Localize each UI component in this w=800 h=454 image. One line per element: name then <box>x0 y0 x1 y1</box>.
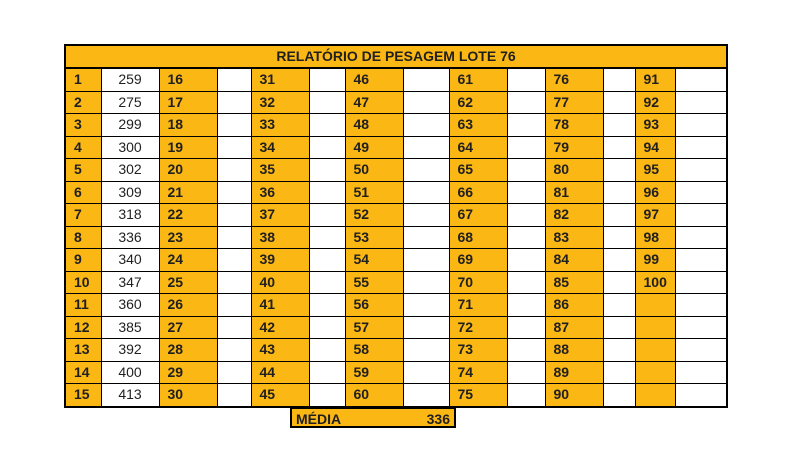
weighing-report-table <box>64 44 728 408</box>
lot-number-cell: 100 <box>635 271 675 294</box>
weight-value-cell[interactable] <box>403 271 449 294</box>
weight-value-cell[interactable] <box>309 361 345 384</box>
lot-number-cell: 71 <box>449 294 507 317</box>
weight-value-cell[interactable] <box>603 68 635 91</box>
weight-value-cell[interactable]: 318 <box>101 204 159 227</box>
weight-value-cell[interactable] <box>507 316 545 339</box>
lot-number-cell: 59 <box>345 361 403 384</box>
weight-value-cell[interactable] <box>507 204 545 227</box>
lot-number-cell: 55 <box>345 271 403 294</box>
average-box <box>290 407 456 428</box>
lot-number-cell: 36 <box>251 181 309 204</box>
lot-number-cell: 2 <box>65 91 101 114</box>
lot-number-cell: 22 <box>159 204 217 227</box>
weight-value-cell[interactable] <box>675 68 727 91</box>
weight-value-cell[interactable] <box>603 361 635 384</box>
weight-value-cell[interactable] <box>309 68 345 91</box>
empty-number-cell <box>635 294 675 317</box>
lot-number-cell: 17 <box>159 91 217 114</box>
weight-value-cell[interactable]: 340 <box>101 249 159 272</box>
weight-value-cell[interactable] <box>309 339 345 362</box>
table-row <box>65 316 727 339</box>
lot-number-cell: 65 <box>449 159 507 182</box>
weight-value-cell[interactable] <box>309 316 345 339</box>
lot-number-cell: 66 <box>449 181 507 204</box>
lot-number-cell: 27 <box>159 316 217 339</box>
lot-number-cell: 51 <box>345 181 403 204</box>
weight-value-cell[interactable] <box>603 136 635 159</box>
weight-value-cell[interactable] <box>675 384 727 407</box>
weight-value-cell[interactable] <box>603 91 635 114</box>
weight-value-cell[interactable] <box>603 114 635 137</box>
weight-value-cell[interactable] <box>403 181 449 204</box>
lot-number-cell: 16 <box>159 68 217 91</box>
lot-number-cell: 58 <box>345 339 403 362</box>
table-row <box>65 136 727 159</box>
lot-number-cell: 77 <box>545 91 603 114</box>
weight-value-cell[interactable] <box>217 136 251 159</box>
weight-value-cell[interactable] <box>309 271 345 294</box>
empty-number-cell <box>635 316 675 339</box>
weight-value-cell[interactable] <box>675 114 727 137</box>
weight-value-cell[interactable] <box>403 384 449 407</box>
weight-value-cell[interactable] <box>403 159 449 182</box>
table-row <box>65 249 727 272</box>
table-row <box>65 91 727 114</box>
lot-number-cell: 91 <box>635 68 675 91</box>
lot-number-cell: 76 <box>545 68 603 91</box>
lot-number-cell: 79 <box>545 136 603 159</box>
weight-value-cell[interactable]: 400 <box>101 361 159 384</box>
weight-value-cell[interactable] <box>507 361 545 384</box>
lot-number-cell: 87 <box>545 316 603 339</box>
weight-value-cell[interactable] <box>309 181 345 204</box>
lot-number-cell: 20 <box>159 159 217 182</box>
lot-number-cell: 83 <box>545 226 603 249</box>
weight-value-cell[interactable] <box>403 361 449 384</box>
weight-value-cell[interactable] <box>403 226 449 249</box>
lot-number-cell: 60 <box>345 384 403 407</box>
weight-value-cell[interactable] <box>403 249 449 272</box>
weight-value-cell[interactable] <box>603 294 635 317</box>
weight-value-cell[interactable] <box>403 68 449 91</box>
lot-number-cell: 11 <box>65 294 101 317</box>
table-row <box>65 114 727 137</box>
lot-number-cell: 44 <box>251 361 309 384</box>
lot-number-cell: 5 <box>65 159 101 182</box>
lot-number-cell: 37 <box>251 204 309 227</box>
weight-value-cell[interactable] <box>309 91 345 114</box>
weight-value-cell[interactable]: 275 <box>101 91 159 114</box>
lot-number-cell: 86 <box>545 294 603 317</box>
lot-number-cell: 98 <box>635 226 675 249</box>
weight-value-cell[interactable] <box>507 159 545 182</box>
lot-number-cell: 32 <box>251 91 309 114</box>
lot-number-cell: 80 <box>545 159 603 182</box>
weight-value-cell[interactable] <box>675 271 727 294</box>
table-row <box>65 159 727 182</box>
weight-value-cell[interactable] <box>675 226 727 249</box>
lot-number-cell: 38 <box>251 226 309 249</box>
lot-number-cell: 61 <box>449 68 507 91</box>
weight-value-cell[interactable] <box>217 384 251 407</box>
weight-value-cell[interactable] <box>309 136 345 159</box>
empty-number-cell <box>635 339 675 362</box>
weight-value-cell[interactable] <box>217 271 251 294</box>
lot-number-cell: 30 <box>159 384 217 407</box>
lot-number-cell: 81 <box>545 181 603 204</box>
lot-number-cell: 62 <box>449 91 507 114</box>
weight-value-cell[interactable] <box>675 204 727 227</box>
weight-value-cell[interactable] <box>507 226 545 249</box>
lot-number-cell: 94 <box>635 136 675 159</box>
weight-value-cell[interactable] <box>217 91 251 114</box>
weight-value-cell[interactable] <box>309 204 345 227</box>
weight-value-cell[interactable] <box>603 249 635 272</box>
weight-value-cell[interactable]: 309 <box>101 181 159 204</box>
lot-number-cell: 95 <box>635 159 675 182</box>
weight-value-cell[interactable] <box>507 249 545 272</box>
table-row <box>65 384 727 407</box>
lot-number-cell: 18 <box>159 114 217 137</box>
lot-number-cell: 23 <box>159 226 217 249</box>
lot-number-cell: 93 <box>635 114 675 137</box>
lot-number-cell: 69 <box>449 249 507 272</box>
weighing-report-table-container <box>64 44 728 408</box>
weight-value-cell[interactable] <box>309 294 345 317</box>
lot-number-cell: 96 <box>635 181 675 204</box>
weight-value-cell[interactable] <box>403 136 449 159</box>
weight-value-cell[interactable] <box>675 91 727 114</box>
weight-value-cell[interactable] <box>403 294 449 317</box>
weight-value-cell[interactable] <box>675 294 727 317</box>
lot-number-cell: 56 <box>345 294 403 317</box>
weight-value-cell[interactable] <box>675 136 727 159</box>
weight-value-cell[interactable] <box>675 361 727 384</box>
lot-number-cell: 82 <box>545 204 603 227</box>
lot-number-cell: 15 <box>65 384 101 407</box>
weight-value-cell[interactable] <box>217 204 251 227</box>
weight-value-cell[interactable] <box>675 181 727 204</box>
weight-value-cell[interactable] <box>507 136 545 159</box>
lot-number-cell: 28 <box>159 339 217 362</box>
lot-number-cell: 89 <box>545 361 603 384</box>
lot-number-cell: 97 <box>635 204 675 227</box>
weight-value-cell[interactable] <box>217 114 251 137</box>
table-row <box>65 204 727 227</box>
weight-value-cell[interactable] <box>403 339 449 362</box>
weight-value-cell[interactable] <box>675 159 727 182</box>
lot-number-cell: 52 <box>345 204 403 227</box>
weight-value-cell[interactable] <box>603 339 635 362</box>
lot-number-cell: 29 <box>159 361 217 384</box>
lot-number-cell: 47 <box>345 91 403 114</box>
lot-number-cell: 63 <box>449 114 507 137</box>
weight-value-cell[interactable] <box>403 316 449 339</box>
weight-value-cell[interactable] <box>507 68 545 91</box>
table-row <box>65 68 727 91</box>
lot-number-cell: 6 <box>65 181 101 204</box>
weight-value-cell[interactable] <box>603 226 635 249</box>
weight-value-cell[interactable]: 413 <box>101 384 159 407</box>
lot-number-cell: 72 <box>449 316 507 339</box>
weight-value-cell[interactable] <box>217 361 251 384</box>
empty-number-cell <box>635 384 675 407</box>
lot-number-cell: 78 <box>545 114 603 137</box>
weight-value-cell[interactable] <box>217 68 251 91</box>
table-row <box>65 271 727 294</box>
weight-value-cell[interactable] <box>507 294 545 317</box>
weight-value-cell[interactable] <box>217 226 251 249</box>
lot-number-cell: 4 <box>65 136 101 159</box>
lot-number-cell: 3 <box>65 114 101 137</box>
weight-value-cell[interactable]: 300 <box>101 136 159 159</box>
lot-number-cell: 42 <box>251 316 309 339</box>
weight-value-cell[interactable] <box>507 114 545 137</box>
weight-value-cell[interactable]: 392 <box>101 339 159 362</box>
weight-value-cell[interactable] <box>217 181 251 204</box>
weight-value-cell[interactable] <box>217 339 251 362</box>
weight-value-cell[interactable] <box>603 181 635 204</box>
lot-number-cell: 73 <box>449 339 507 362</box>
weight-value-cell[interactable] <box>507 271 545 294</box>
weight-value-cell[interactable]: 336 <box>101 226 159 249</box>
lot-number-cell: 13 <box>65 339 101 362</box>
lot-number-cell: 88 <box>545 339 603 362</box>
weight-value-cell[interactable] <box>403 204 449 227</box>
lot-number-cell: 49 <box>345 136 403 159</box>
lot-number-cell: 70 <box>449 271 507 294</box>
weight-value-cell[interactable]: 360 <box>101 294 159 317</box>
average-label: MÉDIA <box>296 411 342 427</box>
lot-number-cell: 12 <box>65 316 101 339</box>
table-row <box>65 294 727 317</box>
lot-number-cell: 46 <box>345 68 403 91</box>
weight-value-cell[interactable] <box>603 316 635 339</box>
lot-number-cell: 40 <box>251 271 309 294</box>
weight-value-cell[interactable] <box>403 91 449 114</box>
lot-number-cell: 33 <box>251 114 309 137</box>
weight-value-cell[interactable]: 259 <box>101 68 159 91</box>
lot-number-cell: 90 <box>545 384 603 407</box>
average-value: 336 <box>426 411 450 427</box>
weight-value-cell[interactable] <box>675 316 727 339</box>
weight-value-cell[interactable]: 299 <box>101 114 159 137</box>
table-row <box>65 181 727 204</box>
lot-number-cell: 26 <box>159 294 217 317</box>
lot-number-cell: 99 <box>635 249 675 272</box>
lot-number-cell: 19 <box>159 136 217 159</box>
weight-value-cell[interactable] <box>217 294 251 317</box>
lot-number-cell: 8 <box>65 226 101 249</box>
lot-number-cell: 64 <box>449 136 507 159</box>
lot-number-cell: 67 <box>449 204 507 227</box>
weight-value-cell[interactable] <box>507 339 545 362</box>
weight-value-cell[interactable] <box>603 159 635 182</box>
lot-number-cell: 53 <box>345 226 403 249</box>
lot-number-cell: 39 <box>251 249 309 272</box>
weight-value-cell[interactable]: 302 <box>101 159 159 182</box>
lot-number-cell: 50 <box>345 159 403 182</box>
lot-number-cell: 85 <box>545 271 603 294</box>
lot-number-cell: 35 <box>251 159 309 182</box>
weight-value-cell[interactable] <box>309 159 345 182</box>
weight-value-cell[interactable] <box>309 249 345 272</box>
lot-number-cell: 54 <box>345 249 403 272</box>
lot-number-cell: 92 <box>635 91 675 114</box>
lot-number-cell: 45 <box>251 384 309 407</box>
lot-number-cell: 21 <box>159 181 217 204</box>
weight-value-cell[interactable] <box>217 249 251 272</box>
lot-number-cell: 10 <box>65 271 101 294</box>
weight-value-cell[interactable] <box>507 91 545 114</box>
lot-number-cell: 43 <box>251 339 309 362</box>
lot-number-cell: 75 <box>449 384 507 407</box>
table-row <box>65 339 727 362</box>
lot-number-cell: 34 <box>251 136 309 159</box>
weight-value-cell[interactable] <box>603 271 635 294</box>
lot-number-cell: 48 <box>345 114 403 137</box>
empty-number-cell <box>635 361 675 384</box>
weight-value-cell[interactable] <box>507 384 545 407</box>
lot-number-cell: 9 <box>65 249 101 272</box>
lot-number-cell: 24 <box>159 249 217 272</box>
table-row <box>65 226 727 249</box>
lot-number-cell: 84 <box>545 249 603 272</box>
weight-value-cell[interactable] <box>217 159 251 182</box>
report-title: RELATÓRIO DE PESAGEM LOTE 76 <box>65 45 727 68</box>
weight-value-cell[interactable]: 347 <box>101 271 159 294</box>
weight-value-cell[interactable] <box>603 204 635 227</box>
weight-value-cell[interactable] <box>675 249 727 272</box>
weight-value-cell[interactable] <box>217 316 251 339</box>
weight-value-cell[interactable] <box>309 384 345 407</box>
weight-value-cell[interactable] <box>309 226 345 249</box>
lot-number-cell: 14 <box>65 361 101 384</box>
weight-value-cell[interactable] <box>507 181 545 204</box>
lot-number-cell: 25 <box>159 271 217 294</box>
lot-number-cell: 68 <box>449 226 507 249</box>
lot-number-cell: 74 <box>449 361 507 384</box>
lot-number-cell: 31 <box>251 68 309 91</box>
lot-number-cell: 41 <box>251 294 309 317</box>
weight-value-cell[interactable] <box>675 339 727 362</box>
weight-value-cell[interactable]: 385 <box>101 316 159 339</box>
table-row <box>65 361 727 384</box>
weight-value-cell[interactable] <box>309 114 345 137</box>
weight-value-cell[interactable] <box>403 114 449 137</box>
lot-number-cell: 7 <box>65 204 101 227</box>
weight-value-cell[interactable] <box>603 384 635 407</box>
lot-number-cell: 57 <box>345 316 403 339</box>
lot-number-cell: 1 <box>65 68 101 91</box>
